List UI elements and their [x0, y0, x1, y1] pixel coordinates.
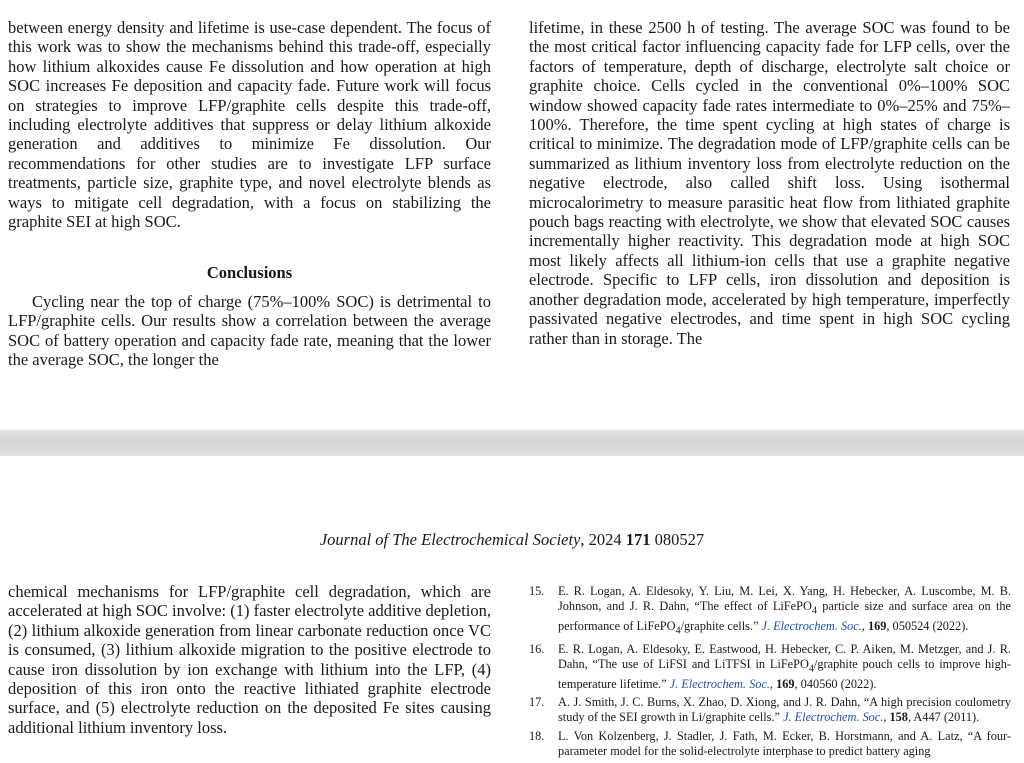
reference-text: , 050524 (2022).: [886, 619, 969, 634]
reference-text: E. R. Logan, A. Eldesoky, E. Eastwood, H. Hebecker, C. P. Aiken, M. Metzger, and J. R. Dahn, “The use of LiFSI and LiTFSI in LiFePO: [558, 641, 1011, 672]
reference-list: [529, 584, 1011, 762]
journal-link[interactable]: J. Electrochem. Soc.: [669, 676, 770, 691]
reference-text: ,: [861, 619, 868, 634]
reference-number: 18.: [529, 728, 545, 743]
journal-link[interactable]: J. Electrochem. Soc.: [783, 710, 884, 725]
page1-right-column: [529, 18, 1010, 348]
subscript: 4: [808, 663, 814, 675]
reference-text: E. R. Logan, A. Eldesoky, Y. Liu, M. Lei, X. Yang, H. Hebecker, A. Luscombe, M. B. Johnson, and J. R. Dahn, “The effect of LiFePO: [558, 584, 1011, 614]
reference-number: 16.: [529, 641, 545, 656]
paragraph: chemical mechanisms for LFP/graphite cell degradation, which are accelerated at high SOC involve: (1) faster electrolyte additive depletion, (2) lithium alkoxide generation from linear carbonate reduction once VC is consumed, (3) lithium alkoxide migration to the positive electrode to cause iron dissolution by ion exchange with lithium into the LFP, (4) deposition of this iron onto the reactive lithiated graphite electrode surface, and (5) electrolyte reduction on the deposited Fe sites causing additional lithium inventory loss.: [8, 582, 491, 737]
page-2: [0, 456, 1024, 763]
reference-text: ,: [883, 710, 890, 725]
reference-item: [529, 729, 1011, 760]
reference-number: 17.: [529, 695, 545, 710]
reference-text: , A447 (2011).: [907, 710, 980, 725]
journal-article: 080527: [650, 530, 705, 549]
reference-text: ,: [769, 676, 777, 691]
paragraph: between energy density and lifetime is use-case dependent. The focus of this work was to show the mechanisms behind this trade-off, especially how lithium alkoxides cause Fe dissolution and how operation at high SOC increases Fe deposition and capacity fade. Future work will focus on strategies to improve LFP/graphite cells despite this trade-off, including electrolyte additives that suppress or delay lithium alkoxide generation and additives to minimize Fe dissolution. Our recommendations for other studies are to investigate LFP surface treatments, particle size, graphite type, and novel electrolyte blends as ways to mitigate cell degradation, with a focus on stabilizing the graphite SEI at high SOC.: [8, 18, 491, 232]
section-heading-conclusions: Conclusions: [206, 263, 293, 283]
journal-year: , 2024: [580, 530, 626, 549]
reference-item: [529, 584, 1011, 639]
page2-left-column: [8, 582, 491, 737]
journal-volume: 171: [625, 530, 651, 549]
journal-name: Journal of The Electrochemical Society: [319, 530, 581, 549]
reference-text: /graphite cells.”: [680, 619, 762, 634]
reference-number: 15.: [529, 584, 545, 598]
reference-text: /graphite pouch cells to improve high-temperature lifetime.”: [558, 657, 1011, 691]
subscript: 4: [675, 625, 681, 637]
reference-volume: 169: [867, 619, 887, 634]
journal-header: [0, 530, 1024, 550]
paragraph: Cycling near the top of charge (75%–100% SOC) is detrimental to LFP/graphite cells. Our results show a correlation between the average SOC of battery operation and capacity fade rate, meaning that the lower the average SOC, the longer the: [8, 291, 491, 370]
reference-volume: 169: [776, 676, 795, 691]
reference-volume: 158: [889, 710, 908, 725]
paragraph: lifetime, in these 2500 h of testing. The average SOC was found to be the most critical factor influencing capacity fade for LFP cells, over the factors of temperature, depth of discharge, electrolyte salt choice or graphite choice. Cells cycled in the conventional 0%–100% SOC window showed capacity fade rates intermediate to 0%–25% and 75%–100%. Therefore, the time spent cycling at high states of charge is critical to minimize. The degradation mode of LFP/graphite cells can be summarized as lithium inventory loss from electrolyte reduction on the negative electrode, also called shift loss. Using isothermal microcalorimetry to measure parasitic heat flow from lithiated graphite pouch bags reacting with electrolyte, we show that elevated SOC causes incrementally higher reactivity. This degradation mode at high SOC most likely affects all lithium-ion cells that use a graphite negative electrode. Specific to LFP cells, iron dissolution and deposition is another degradation mode, accelerated by high temperature, imperfectly passivated negative electrodes, and time spent in high SOC cycling rather than in storage. The: [529, 18, 1010, 348]
reference-text: , 040560 (2022).: [794, 676, 877, 691]
reference-item: [529, 642, 1011, 692]
reference-text: particle size and surface area on the performance of LiFePO: [558, 599, 1012, 634]
page-separator: [0, 430, 1024, 456]
page1-left-column: [8, 18, 491, 370]
reference-text: L. Von Kolzenberg, J. Stadler, J. Fath, M. Ecker, B. Horstmann, and A. Latz, “A four-parameter model for the solid-electrolyte interphase to predict battery aging: [558, 728, 1011, 759]
journal-link[interactable]: J. Electrochem. Soc.: [761, 619, 862, 634]
reference-text: A. J. Smith, J. C. Burns, X. Zhao, D. Xiong, and J. R. Dahn, “A high precision coulometry study of the SEI growth in Li/graphite cells.”: [558, 695, 1011, 725]
subscript: 4: [811, 605, 817, 617]
reference-item: [529, 695, 1011, 726]
